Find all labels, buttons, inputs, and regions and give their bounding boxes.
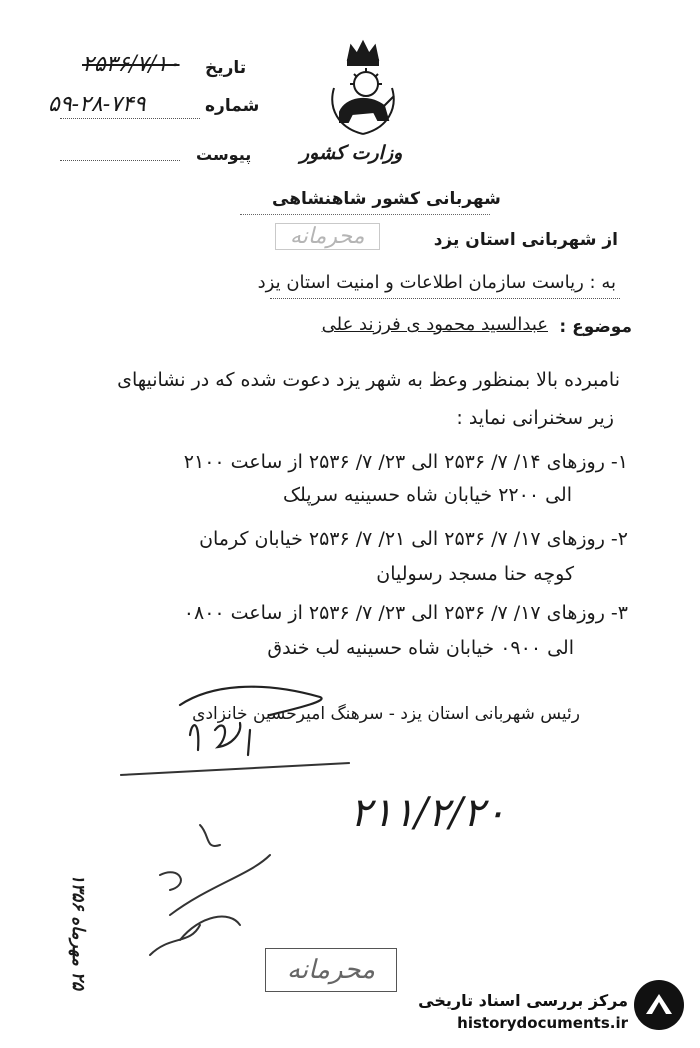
handwritten-notes-icon <box>140 815 280 965</box>
margin-vertical-date: ۲۵ مهرماه ۱۳۵۶ <box>68 873 88 990</box>
subject-label: موضوع : <box>559 317 632 337</box>
number-label: شماره <box>205 96 260 116</box>
item3-line1: ۳- روزهای ۱۷/ ۷/ ۲۵۳۶ الی ۲۳/ ۷/ ۲۵۳۶ از ساعت ۰۸۰۰ <box>183 602 628 624</box>
signature-line: رئیس شهربانی استان یزد - سرهنگ امیرحسین خانزادی <box>192 704 580 724</box>
subject-value: عبدالسید محمود ی فرزند علی <box>321 314 548 335</box>
date-label: تاریخ <box>205 58 247 78</box>
item2-line1: ۲- روزهای ۱۷/ ۷/ ۲۵۳۶ الی ۲۱/ ۷/ ۲۵۳۶ خیابان کرمان <box>199 528 628 550</box>
org-title: شهربانی کشور شاهنشاهی <box>272 189 501 209</box>
ministry-title: وزارت کشور <box>300 142 403 164</box>
watermark-logo-icon <box>634 980 684 1030</box>
bottom-stamp: محرمانه <box>265 948 397 992</box>
from-stamp: محرمانه <box>275 223 380 250</box>
body-para1b: زیر سخنرانی نماید : <box>456 407 614 429</box>
signature-scribble-icon <box>170 675 350 765</box>
from-line: از شهربانی استان یزد <box>433 230 618 250</box>
date-value: ۲۵۳۶/۷/۱۰ <box>82 52 180 77</box>
number-value: ۵۹-۲۸-۷۴۹ <box>48 92 146 117</box>
body-para1: نامبرده بالا بمنظور وعظ به شهر یزد دعوت شده که در نشانیهای <box>117 369 620 391</box>
item1-line2: الی ۲۲۰۰ خیابان شاه حسینیه سرپلک <box>283 484 572 506</box>
attachment-label: پیوست <box>196 145 252 164</box>
handwritten-reference: ۲۱۱/۲/۲۰ <box>350 790 506 836</box>
to-line: به : ریاست سازمان اطلاعات و امنیت استان یزد <box>257 272 616 293</box>
number-underline <box>60 118 200 119</box>
watermark-name: مرکز بررسی اسناد تاریخی <box>418 991 628 1010</box>
to-underline <box>270 298 620 299</box>
item2-line2: کوچه حنا مسجد رسولیان <box>376 563 574 585</box>
item3-line2: الی ۰۹۰۰ خیابان شاه حسینیه لب خندق <box>267 637 574 659</box>
watermark-url: historydocuments.ir <box>457 1014 628 1032</box>
lion-and-sun-emblem-icon <box>318 38 408 138</box>
org-title-underline <box>240 214 490 215</box>
item1-line1: ۱- روزهای ۱۴/ ۷/ ۲۵۳۶ الی ۲۳/ ۷/ ۲۵۳۶ از ساعت ۲۱۰۰ <box>183 451 628 473</box>
attachment-underline <box>60 160 180 161</box>
